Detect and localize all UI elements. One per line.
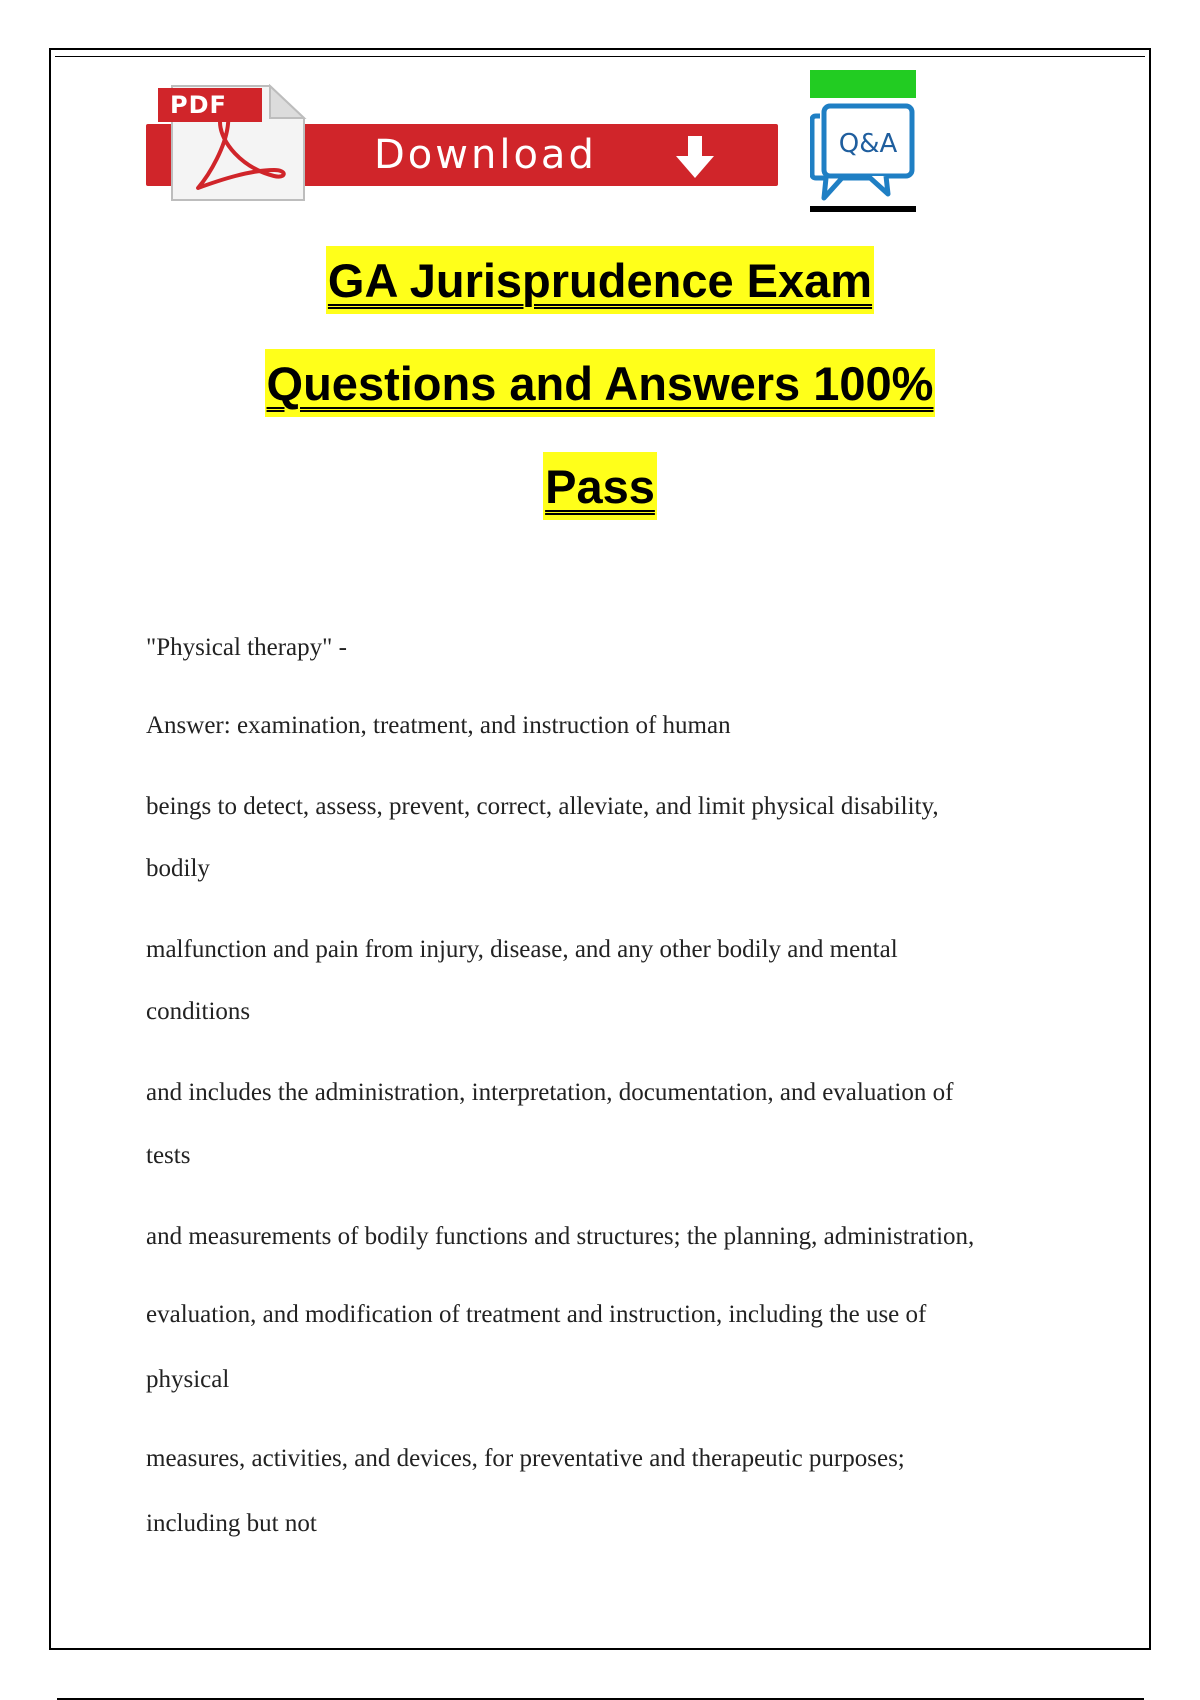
body-line: conditions (146, 998, 251, 1025)
body-line: tests (146, 1142, 191, 1169)
pdf-file-icon (158, 84, 308, 202)
body-line: physical (146, 1366, 230, 1393)
qa-label: Q&A (838, 129, 898, 159)
pdf-tag: PDF (158, 88, 262, 122)
title-line-2: Questions and Answers 100% (265, 349, 936, 417)
document-title (100, 246, 1100, 555)
body-line: including but not (146, 1510, 317, 1537)
qa-icon (810, 70, 916, 212)
body-line: malfunction and pain from injury, disease, and any other bodily and mental (146, 936, 898, 963)
body-line: Answer: examination, treatment, and instruction of human (146, 712, 731, 739)
body-line: measures, activities, and devices, for preventative and therapeutic purposes; (146, 1445, 905, 1472)
body-line: and measurements of bodily functions and structures; the planning, administration, (146, 1223, 975, 1250)
pdf-download-banner[interactable] (146, 80, 778, 202)
body-line: bodily (146, 855, 210, 882)
body-line: "Physical therapy" - (146, 634, 347, 661)
download-label: Download (374, 132, 597, 178)
body-line: beings to detect, assess, prevent, correct, alleviate, and limit physical disability, (146, 793, 939, 820)
body-line: evaluation, and modification of treatment and instruction, including the use of (146, 1301, 927, 1328)
qa-chat-icon (810, 70, 916, 212)
body-line: and includes the administration, interpretation, documentation, and evaluation of (146, 1079, 954, 1106)
title-line-3: Pass (543, 452, 657, 520)
download-arrow-icon (672, 134, 718, 180)
title-line-1: GA Jurisprudence Exam (326, 246, 874, 314)
